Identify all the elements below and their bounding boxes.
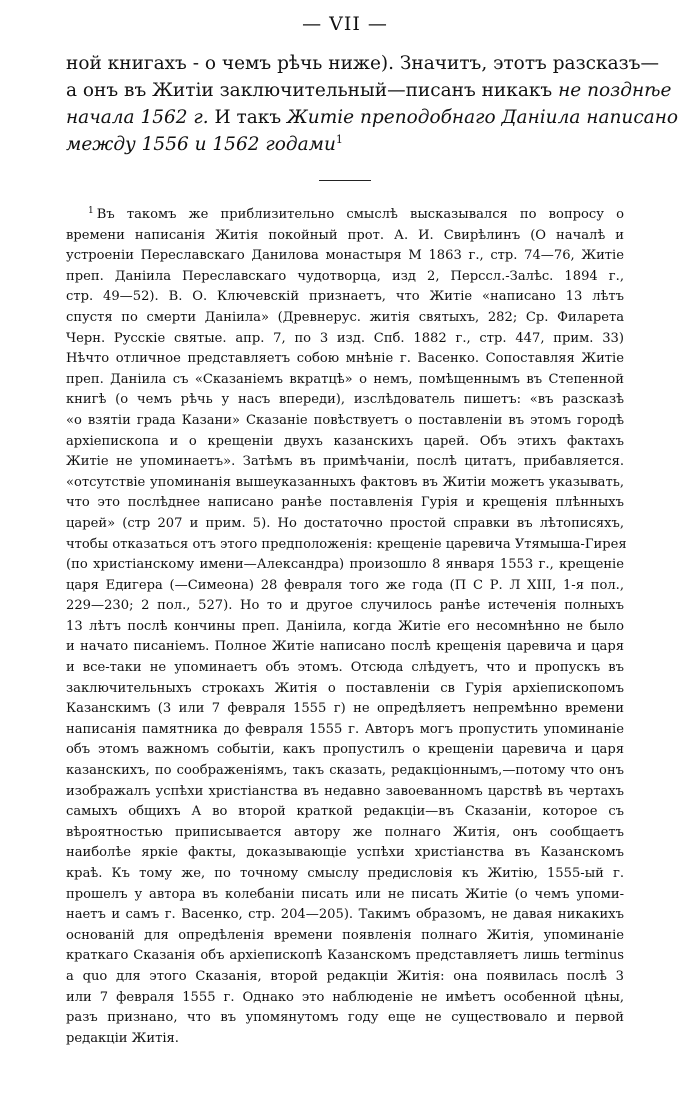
footnote-line [66, 514, 624, 535]
main-text-line [66, 50, 659, 77]
footnote-line [66, 1008, 624, 1029]
footnote-line-text: Казанскимъ (3 или 7 февраля 1555 г) не опредѣляетъ непремѣнно времени [66, 701, 624, 717]
footnote-line-text: Житіе не упоминаетъ». Затѣмъ въ примѣчаніи, послѣ цитатъ, прибавляется. [66, 454, 624, 470]
footnote-line [66, 246, 624, 267]
footnote-line [66, 617, 624, 638]
footnote-line-text: устроеніи Переславскаго Даниловa монастыря М 1863 г., стр. 74—76, Житіе [66, 248, 624, 264]
footnote-line-text: чтобы отказаться отъ этого предположенія: крещеніе царевича Утямыша-Гирея [66, 536, 627, 552]
footnote-line-text: и все-таки не упоминаетъ объ этомъ. Отсюда слѣдуетъ, что и пропускъ въ [66, 660, 624, 676]
footnote-line [66, 658, 624, 679]
footnote-line-text: преп. Даніила съ «Сказаніемъ вкратцѣ» о немъ, помѣщеннымъ въ Степенной [66, 371, 624, 387]
footnote-line-text: книгѣ (о чемъ рѣчь у насъ впереди), изслѣдователь пишетъ: «въ разсказѣ [66, 392, 624, 408]
main-text-italic-span: начала 1562 г. [66, 107, 209, 128]
footnote-line [66, 823, 624, 844]
footnote-line-text: вѣроятностью приписывается автору же полнаго Житія, онъ сообщаетъ [66, 824, 624, 840]
footnote-line-text: стр. 49—52). В. О. Ключевскій признаетъ, что Житіе «написано 13 лѣтъ [66, 289, 624, 305]
footnote-line-text: a quo для этого Сказанія, второй редакціи Житія: она появилась послѣ 3 [66, 968, 624, 984]
footnote-line [66, 226, 624, 247]
footnote-reference[interactable]: 1 [335, 132, 343, 146]
footnote-line-text: самыхъ общихъ А во второй краткой редакціи—въ Сказаніи, которое съ [66, 804, 624, 820]
footnote-line [66, 370, 624, 391]
footnote-line [66, 473, 624, 494]
footnote-line-text: или 7 февраля 1555 г. Однако это наблюденіе не имѣетъ особенной цѣны, [66, 989, 624, 1005]
footnote-line [66, 349, 624, 370]
main-text-italic-span: Житіе преподобнаго Даніила написано [287, 107, 678, 128]
footnote-line [66, 720, 624, 741]
footnote-line [66, 988, 624, 1009]
main-text [66, 50, 678, 158]
footnote-line [66, 535, 627, 556]
main-text-span: ной книгахъ - о чемъ рѣчь ниже). Значитъ, этотъ разсказъ— [66, 53, 659, 74]
footnote-line [66, 885, 624, 906]
footnote-line-text: редакціи Житія. [66, 1030, 179, 1046]
footnote-marker: 1 [88, 205, 94, 216]
footnote-line-text: царя Едигера (—Симеона) 28 февраля того же года (П С Р. Л XIII, 1-я пол., [66, 577, 624, 593]
footnote-line [66, 740, 624, 761]
footnote-line [66, 308, 624, 329]
footnote-line-text: спустя по смерти Даніила» (Древнерус. житія святыхъ, 282; Ср. Филарета [66, 309, 624, 325]
footnote-line-text: преп. Даніила Переславскаго чудотворца, изд 2, Перссл.-Залѣс. 1894 г., [66, 268, 624, 284]
footnote-line [66, 637, 624, 658]
footnote-line [66, 864, 624, 885]
footnote-line [66, 390, 624, 411]
footnote-line-text: Нѣчто отличное представляетъ собою мнѣніе г. Васенко. Сопоставляя Житіе [66, 351, 624, 367]
footnote-line [66, 843, 624, 864]
footnote-line-text: заключительныхъ строкахъ Житія о поставленіи св Гурія архіепископомъ [66, 680, 624, 696]
main-text-span: а онъ въ Житіи заключительный—писанъ никакъ [66, 80, 559, 101]
footnote-line-text: основаній для опредѣленія времени появленія полнаго Житія, упоминаніе [66, 927, 624, 943]
footnote-line [66, 329, 624, 350]
footnote-line-text: (по христіанскому имени—Александра) произошло 8 января 1553 г., крещеніе [66, 557, 624, 573]
main-text-line [66, 131, 624, 158]
footnote-line [66, 905, 624, 926]
footnote-line [66, 287, 624, 308]
footnote-line [66, 596, 624, 617]
footnote-line-text: и начато писаніемъ. Полное Житіе написано послѣ крещенія царевича и царя [66, 639, 624, 655]
footnote-line-text: что это послѣднее написано ранѣе поставленія Гурія и крещенія плѣнныхъ [66, 495, 624, 511]
footnote-line-text: «отсутствіе упоминанія вышеуказанныхъ фактовъ въ Житіи можетъ указывать, [66, 474, 624, 490]
main-text-line [66, 104, 678, 131]
footnote-line [66, 802, 624, 823]
footnote-divider [319, 180, 371, 181]
footnote-line-text: объ этомъ важномъ событіи, какъ пропустилъ о крещеніи царевича и царя [66, 742, 624, 758]
footnote-line [66, 699, 624, 720]
footnote-line [66, 782, 624, 803]
footnote-line-text: Черн. Русскіе святые. апр. 7, по 3 изд. Спб. 1882 г., стр. 447, прим. 33) [66, 330, 624, 346]
footnote-line-text: наетъ и самъ г. Васенко, стр. 204—205). Такимъ образомъ, не давая никакихъ [66, 907, 624, 923]
footnote-line [66, 761, 624, 782]
footnote-line [66, 411, 624, 432]
footnote-line [66, 576, 624, 597]
footnote-line [66, 967, 624, 988]
footnote-line [66, 926, 624, 947]
footnote-line-text: изображалъ успѣхи христіанства въ недавно завоеванномъ царствѣ въ чертахъ [66, 783, 624, 799]
footnote-line-text: 13 лѣтъ послѣ кончины преп. Даніила, когда Житіе его несомнѣнно не было [66, 618, 624, 634]
footnote-line-text: царей» (стр 207 и прим. 5). Но достаточно простой справки въ лѣтописяхъ, [66, 515, 624, 531]
footnote-line-text: времени написанія Житія покойный прот. А. И. Свирѣлинъ (О началѣ и [66, 227, 624, 243]
footnote-line-text: Въ такомъ же приблизительно смыслѣ высказывался по вопросу о [96, 207, 624, 222]
footnote-line [66, 432, 624, 453]
footnote-line [66, 679, 624, 700]
footnote-line-text: 229—230; 2 пол., 527). Но то и другое случилось ранѣе истеченія полныхъ [66, 598, 624, 614]
footnote-line-text: наиболѣе яркіе факты, доказывающіе успѣхи христіанства въ Казанскомъ [66, 845, 624, 861]
footnote [66, 205, 627, 1049]
footnote-line [66, 205, 624, 226]
main-text-line [66, 77, 672, 104]
footnote-line-text: краѣ. Къ тому же, по точному смыслу предисловія къ Житію, 1555-ый г. [66, 866, 624, 881]
footnote-line [66, 1029, 624, 1050]
footnote-line [66, 555, 624, 576]
main-text-span: И такъ [208, 107, 288, 128]
footnote-line-text: архіепископа и о крещеніи двухъ казанскихъ царей. Объ этихъ фактахъ [66, 433, 624, 449]
footnote-line [66, 493, 624, 514]
footnote-line-text: краткаго Сказанія объ архіепископѣ Казанскомъ представляетъ лишь terminus [66, 948, 624, 964]
footnote-line-text: казанскихъ, по соображеніямъ, такъ сказать, редакціоннымъ,—потому что онъ [66, 763, 624, 779]
main-text-italic-span: не позднѣе [558, 80, 672, 101]
footnote-line-text: прошелъ у автора въ колебаніи писать или не писать Житіе (о чемъ упоми- [66, 886, 624, 902]
footnote-line [66, 267, 624, 288]
main-text-italic-span: между 1556 и 1562 годами [66, 134, 336, 155]
footnote-line-text: написанія памятника до февраля 1555 г. Авторъ могъ пропустить упоминаніе [66, 721, 624, 737]
footnote-line-text: разъ признано, что въ упомянутомъ году еще не существовало и первой [66, 1010, 624, 1026]
footnote-line [66, 946, 624, 967]
footnote-line [66, 452, 624, 473]
page-number: — VII — [302, 13, 388, 35]
footnote-line-text: «о взятіи града Казани» Сказаніе повѣствуетъ о поставленіи въ этомъ городѣ [66, 412, 624, 428]
